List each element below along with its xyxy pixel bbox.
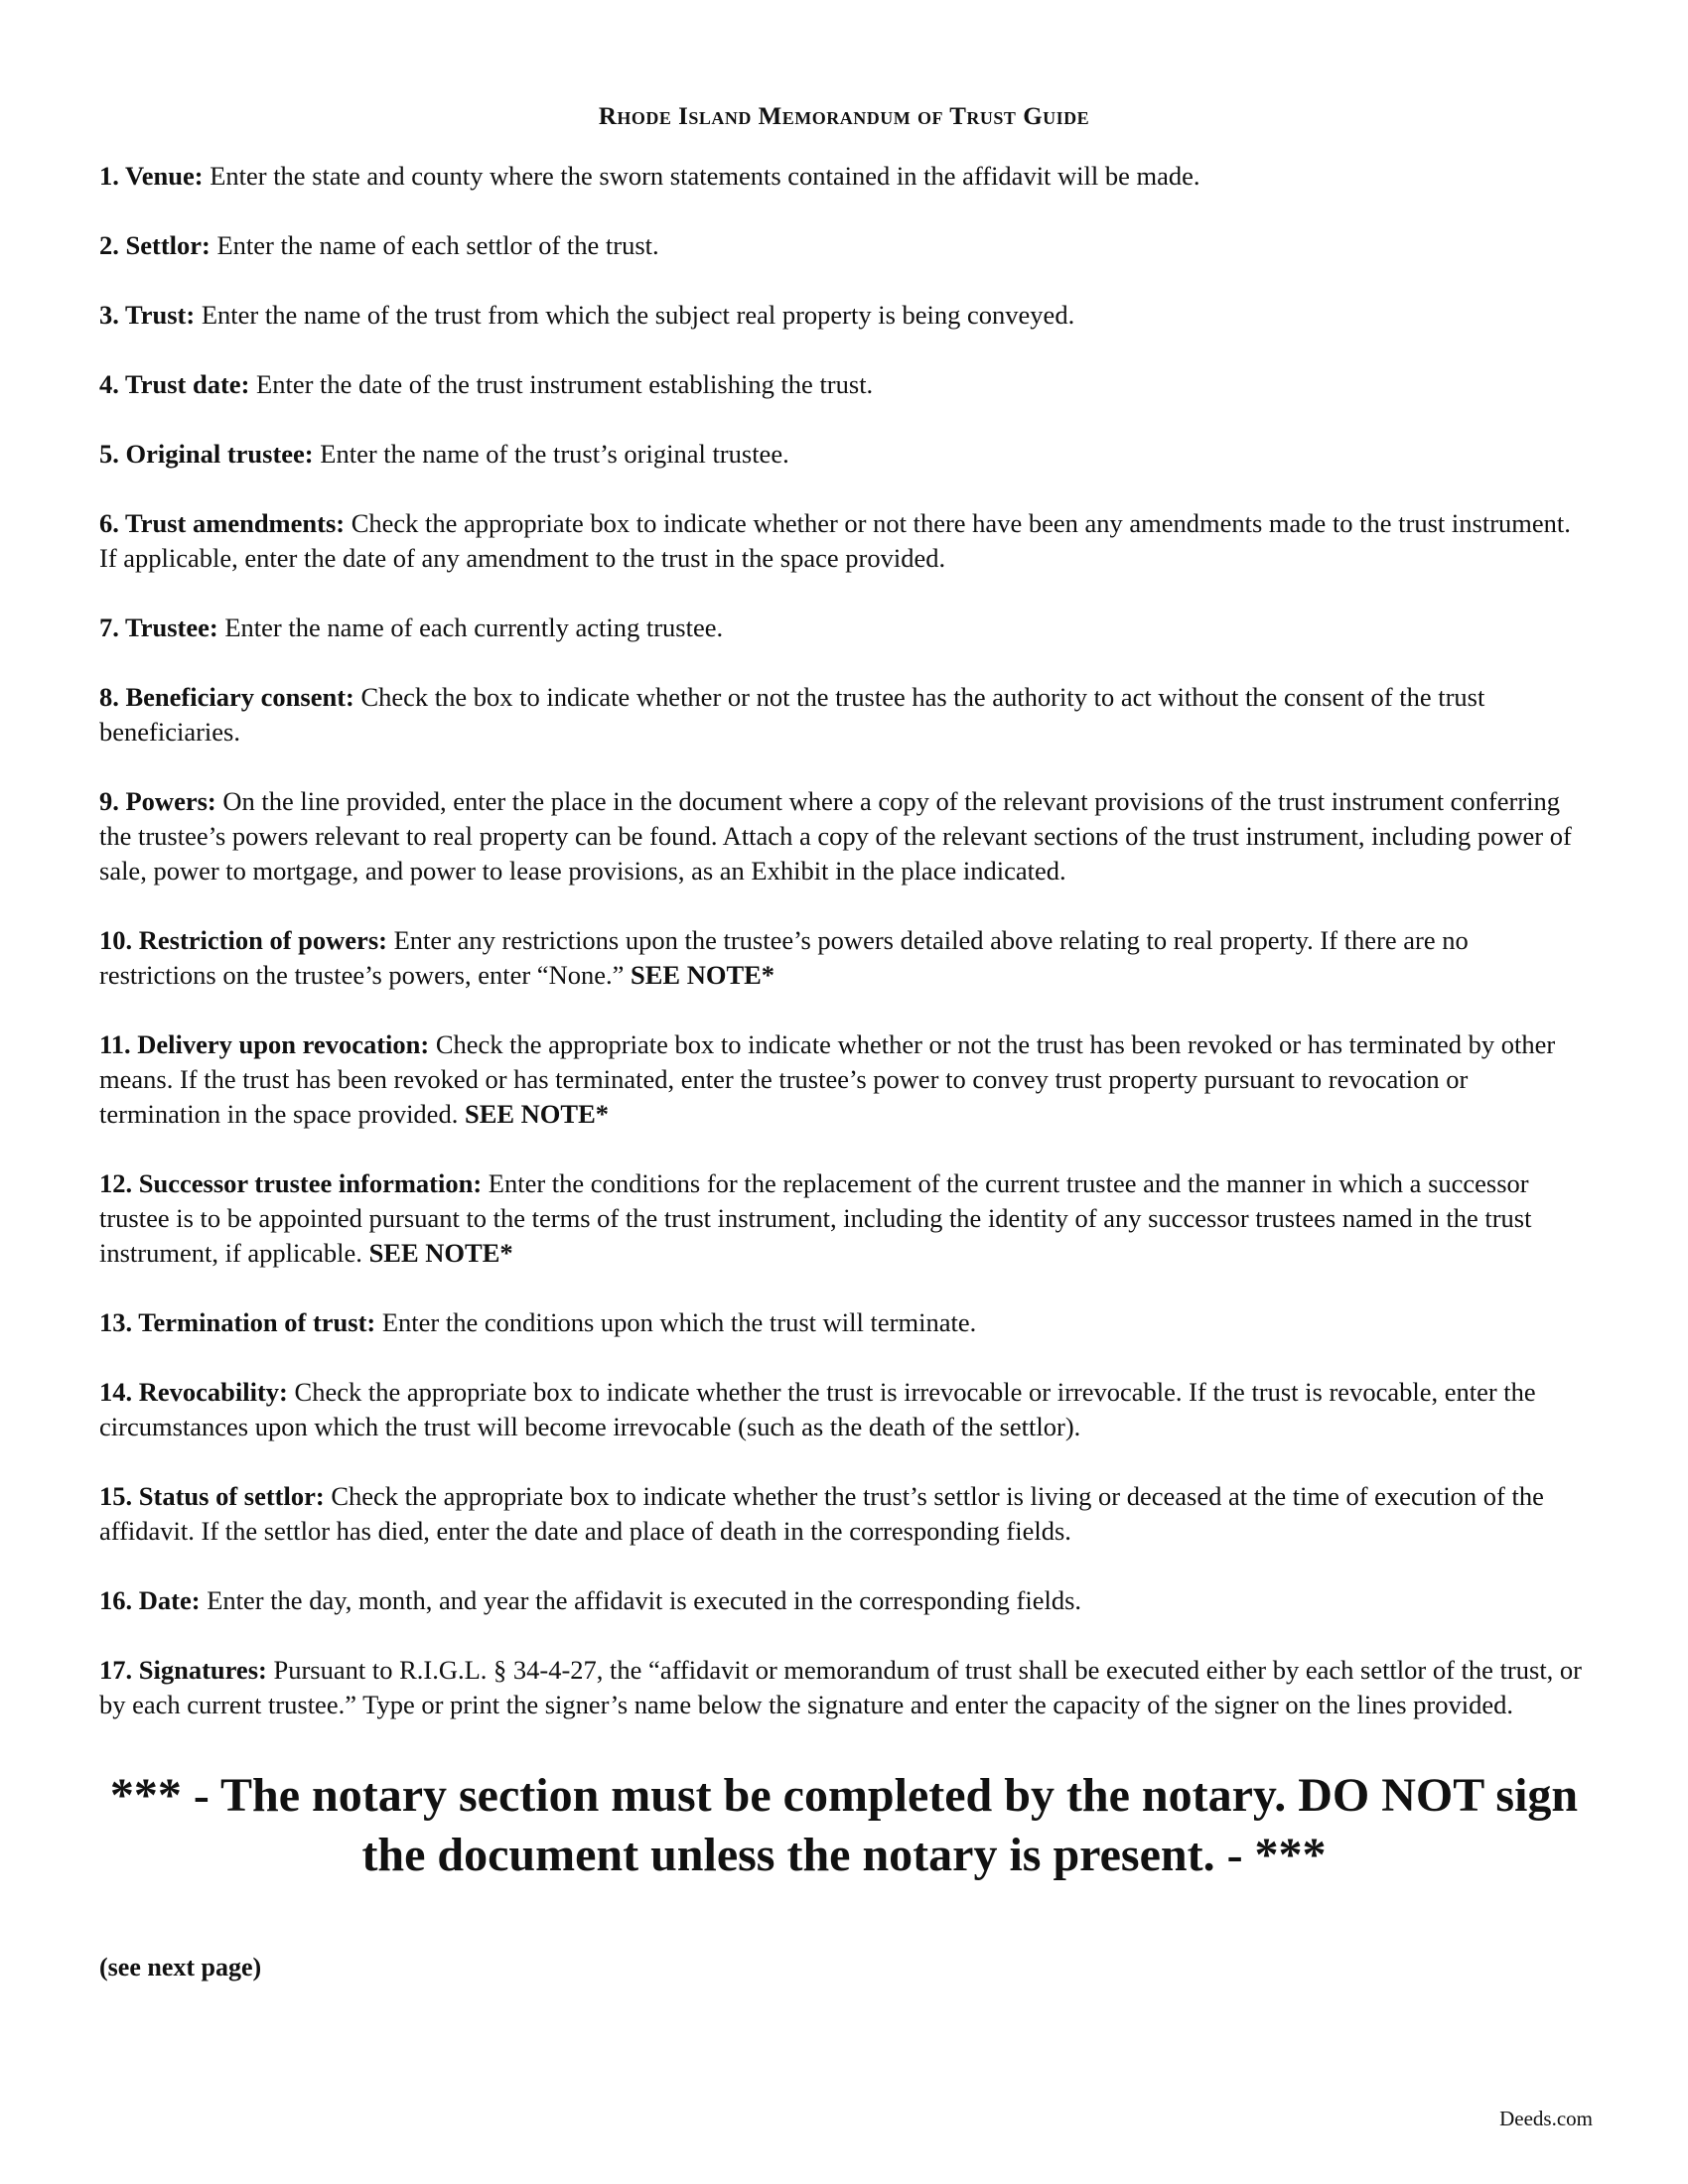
document-page (99, 103, 1589, 1984)
item-text: Check the appropriate box to indicate whether the trust’s settlor is living or deceased at the time of execution of the affidavit. If the settlor has died, enter the date and place of death in the corresponding fields. (99, 1481, 1544, 1546)
item-text: Enter the date of the trust instrument establishing the trust. (249, 369, 874, 399)
item-text: Check the appropriate box to indicate whether the trust is irrevocable or irrevocable. If the trust is revocable, enter the circumstances upon which the trust will become irrevocable (such as the death of the settlor). (99, 1377, 1536, 1441)
item-label: 15. Status of settlor: (99, 1481, 325, 1511)
list-item (99, 1166, 1589, 1271)
item-text: Enter the conditions upon which the trust will terminate. (375, 1307, 977, 1337)
item-label: 9. Powers: (99, 786, 216, 816)
item-label: 6. Trust amendments: (99, 508, 346, 538)
item-text: Enter the name of each currently acting trustee. (217, 613, 724, 642)
item-note: SEE NOTE* (630, 960, 775, 990)
item-text: Enter the name of the trust from which the subject real property is being conveyed. (195, 300, 1075, 330)
item-label: 14. Revocability: (99, 1377, 288, 1407)
list-item (99, 680, 1589, 750)
item-label: 4. Trust date: (99, 369, 250, 399)
item-text: Enter the day, month, and year the affidavit is executed in the corresponding fields. (200, 1585, 1082, 1615)
list-item (99, 159, 1589, 194)
list-item (99, 923, 1589, 993)
item-text: Enter the conditions for the replacement of the current trustee and the manner in which a successor trustee is to be appointed pursuant to the terms of the trust instrument, including the identity of any successor trustees named in the trust instrument, if applicable. (99, 1168, 1532, 1268)
item-label: 11. Delivery upon revocation: (99, 1029, 430, 1059)
list-item (99, 1653, 1589, 1722)
notary-warning: *** - The notary section must be completed by the notary. DO NOT sign the document unless the notary is present. - *** (109, 1769, 1579, 1881)
item-note: SEE NOTE* (368, 1238, 513, 1268)
item-label: 3. Trust: (99, 300, 196, 330)
item-label: 5. Original trustee: (99, 439, 314, 469)
see-next-page: (see next page) (99, 1953, 262, 1981)
list-item (99, 228, 1589, 263)
item-label: 12. Successor trustee information: (99, 1168, 483, 1198)
list-item (99, 784, 1589, 888)
list-item (99, 367, 1589, 402)
item-note: SEE NOTE* (464, 1099, 610, 1129)
item-label: 2. Settlor: (99, 230, 211, 260)
item-label: 1. Venue: (99, 161, 204, 191)
page-title: Rhode Island Memorandum of Trust Guide (598, 103, 1090, 130)
item-text: Enter any restrictions upon the trustee’s powers detailed above relating to real property. If there are no restrictions on the trustee’s powers, enter “None.” (99, 925, 1469, 990)
list-item (99, 611, 1589, 645)
item-label: 10. Restriction of powers: (99, 925, 387, 955)
footer-brand: Deeds.com (1499, 2107, 1593, 2130)
instruction-list (99, 159, 1589, 1722)
list-item (99, 437, 1589, 472)
list-item (99, 506, 1589, 576)
item-label: 13. Termination of trust: (99, 1307, 376, 1337)
list-item (99, 298, 1589, 333)
item-text: Enter the name of each settlor of the trust. (210, 230, 659, 260)
item-text: Enter the state and county where the sworn statements contained in the affidavit will be made. (203, 161, 1200, 191)
list-item (99, 1027, 1589, 1132)
item-text: On the line provided, enter the place in the document where a copy of the relevant provisions of the trust instrument conferring the trustee’s powers relevant to real property can be found. Attach a copy of the relevant sections of the trust instrument, including power of sale, power to mortgage, and power to lease provisions, as an Exhibit in the place indicated. (99, 786, 1572, 886)
item-text: Check the appropriate box to indicate whether or not the trust has been revoked or has terminated by other means. If the trust has been revoked or has terminated, enter the trustee’s power to convey trust property pursuant to revocation or termination in the space provided. (99, 1029, 1556, 1129)
item-text: Enter the name of the trust’s original trustee. (313, 439, 789, 469)
item-text: Pursuant to R.I.G.L. § 34-4-27, the “affidavit or memorandum of trust shall be executed either by each settlor of the trust, or by each current trustee.” Type or print the signer’s name below the signature and enter the capacity of the signer on the lines provided. (99, 1655, 1583, 1719)
item-text: Check the appropriate box to indicate whether or not there have been any amendments made to the trust instrument. If applicable, enter the date of any amendment to the trust in the space provided. (99, 508, 1571, 573)
item-label: 16. Date: (99, 1585, 201, 1615)
item-label: 8. Beneficiary consent: (99, 682, 354, 712)
item-label: 17. Signatures: (99, 1655, 267, 1685)
list-item (99, 1583, 1589, 1618)
list-item (99, 1375, 1589, 1444)
list-item (99, 1305, 1589, 1340)
list-item (99, 1479, 1589, 1549)
item-text: Check the box to indicate whether or not the trustee has the authority to act without the consent of the trust beneficiaries. (99, 682, 1485, 747)
item-label: 7. Trustee: (99, 613, 218, 642)
